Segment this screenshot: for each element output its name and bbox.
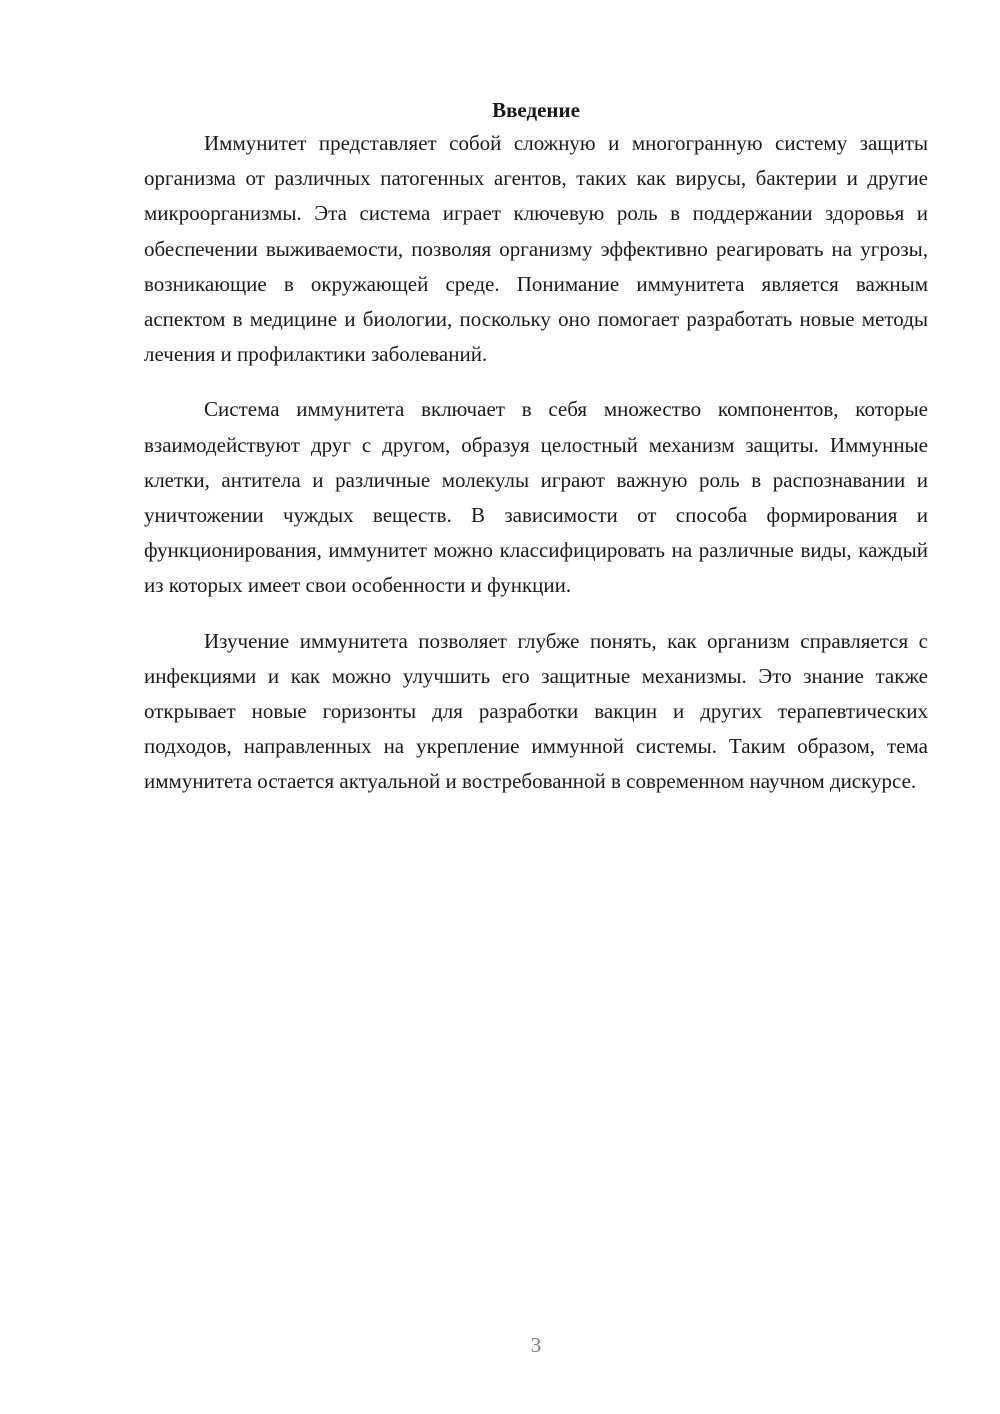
page-number: 3 (530, 1333, 542, 1357)
page-content (144, 94, 928, 800)
paragraph-2: Система иммунитета включает в себя множество компонентов, которые взаимодействуют друг с другом, образуя целостный механизм защиты. Иммунные клетки, антитела и различные молекулы играют важную роль в распознавании и уничтожении чуждых веществ. В зависимости от способа формирования и функционирования, иммунитет можно классифицировать на различные виды, каждый из которых имеет свои особенности и функции. (144, 397, 928, 598)
paragraph-3: Изучение иммунитета позволяет глубже понять, как организм справляется с инфекциями и как можно улучшить его защитные механизмы. Это знание также открывает новые горизонты для разработки вакцин и других терапевтических подходов, направленных на укрепление иммунной системы. Таким образом, тема иммунитета остается актуальной и востребованной в современном научном дискурсе. (144, 628, 928, 794)
paragraph-1: Иммунитет представляет собой сложную и многогранную систему защиты организма от различных патогенных агентов, таких как вирусы, бактерии и другие микроорганизмы. Эта система играет ключевую роль в поддержании здоровья и обеспечении выживаемости, позволяя организму эффективно реагировать на угрозы, возникающие в окружающей среде. Понимание иммунитета является важным аспектом в медицине и биологии, поскольку оно помогает разработать новые методы лечения и профилактики заболеваний. (144, 131, 928, 367)
section-heading: Введение (492, 98, 580, 122)
